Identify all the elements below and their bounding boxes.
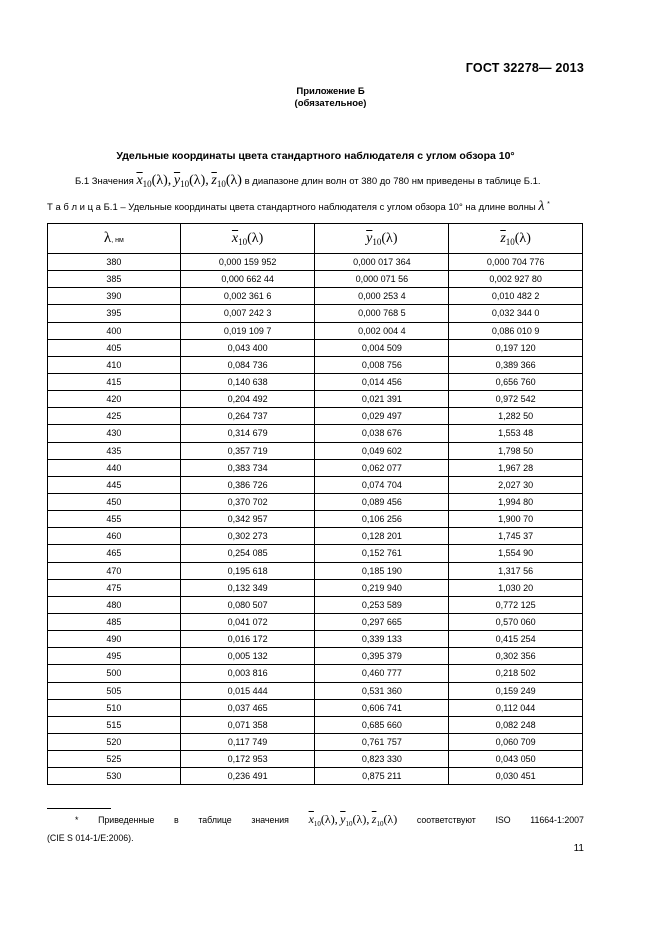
- cell-z10: 0,570 060: [449, 613, 583, 630]
- cell-x10: 0,000 662 44: [180, 271, 315, 288]
- table-row: [48, 579, 583, 596]
- table-body: [48, 254, 583, 785]
- table-row: [48, 459, 583, 476]
- cell-x10: 0,041 072: [180, 613, 315, 630]
- cell-z10: 0,002 927 80: [449, 271, 583, 288]
- table-row: [48, 716, 583, 733]
- table-row: [48, 631, 583, 648]
- table-row: [48, 699, 583, 716]
- table-row: [48, 768, 583, 785]
- cell-x10: 0,003 816: [180, 665, 315, 682]
- cell-x10: 0,302 273: [180, 528, 315, 545]
- cell-wavelength: 505: [48, 682, 181, 699]
- cell-wavelength: 470: [48, 562, 181, 579]
- cell-x10: 0,043 400: [180, 339, 315, 356]
- table-row: [48, 254, 583, 271]
- document-id: ГОСТ 32278— 2013: [465, 61, 584, 75]
- cell-x10: 0,071 358: [180, 716, 315, 733]
- cell-z10: 1,745 37: [449, 528, 583, 545]
- cell-z10: 0,218 502: [449, 665, 583, 682]
- cell-z10: 0,000 704 776: [449, 254, 583, 271]
- cell-y10: 0,152 761: [315, 545, 449, 562]
- intro-paragraph: Б.1 Значения $\overline{x}_{10}(\lambda)$, $\overline{y}_{10}(\lambda)$, $\overline{z}_{10}(\lambda)$ в диапазоне длин волн от 380 до 780 нм приведены в таблице Б.1.: [75, 173, 541, 189]
- cell-y10: 0,685 660: [315, 716, 449, 733]
- cell-x10: 0,117 749: [180, 733, 315, 750]
- cell-y10: 0,004 509: [315, 339, 449, 356]
- table-row: [48, 511, 583, 528]
- lambda-symbol: λ: [538, 199, 545, 214]
- cell-z10: 0,032 344 0: [449, 305, 583, 322]
- table-row: [48, 408, 583, 425]
- footnote: [47, 812, 584, 845]
- intro-prefix: Б.1 Значения: [75, 176, 134, 187]
- cell-z10: 0,060 709: [449, 733, 583, 750]
- table-row: [48, 613, 583, 630]
- cell-wavelength: 430: [48, 425, 181, 442]
- cell-wavelength: 400: [48, 322, 181, 339]
- cell-wavelength: 495: [48, 648, 181, 665]
- cell-x10: 0,037 465: [180, 699, 315, 716]
- cell-y10: 0,038 676: [315, 425, 449, 442]
- cell-wavelength: 500: [48, 665, 181, 682]
- cell-wavelength: 435: [48, 442, 181, 459]
- cell-x10: 0,236 491: [180, 768, 315, 785]
- cell-x10: 0,172 953: [180, 751, 315, 768]
- cell-z10: 1,317 56: [449, 562, 583, 579]
- cell-y10: 0,049 602: [315, 442, 449, 459]
- cell-wavelength: 420: [48, 391, 181, 408]
- annex-header: [0, 86, 661, 110]
- cell-z10: 1,030 20: [449, 579, 583, 596]
- cell-x10: 0,383 734: [180, 459, 315, 476]
- cell-y10: 0,219 940: [315, 579, 449, 596]
- table-row: [48, 288, 583, 305]
- cell-x10: 0,084 736: [180, 356, 315, 373]
- cell-wavelength: 530: [48, 768, 181, 785]
- cell-z10: 0,772 125: [449, 596, 583, 613]
- cell-z10: 2,027 30: [449, 476, 583, 493]
- table-row: [48, 373, 583, 390]
- cell-z10: 0,112 044: [449, 699, 583, 716]
- cell-wavelength: 450: [48, 493, 181, 510]
- cell-y10: 0,128 201: [315, 528, 449, 545]
- cell-y10: 0,106 256: [315, 511, 449, 528]
- cell-z10: 1,967 28: [449, 459, 583, 476]
- data-table: [47, 223, 583, 785]
- table-row: [48, 648, 583, 665]
- table-row: [48, 476, 583, 493]
- cell-y10: 0,000 017 364: [315, 254, 449, 271]
- cell-x10: 0,000 159 952: [180, 254, 315, 271]
- cell-z10: 1,282 50: [449, 408, 583, 425]
- table-row: [48, 665, 583, 682]
- cell-x10: 0,342 957: [180, 511, 315, 528]
- table-row: [48, 271, 583, 288]
- cell-z10: 0,010 482 2: [449, 288, 583, 305]
- footnote-marker: *: [547, 200, 550, 208]
- cell-y10: 0,253 589: [315, 596, 449, 613]
- cell-wavelength: 460: [48, 528, 181, 545]
- cell-y10: 0,000 253 4: [315, 288, 449, 305]
- cell-z10: 0,415 254: [449, 631, 583, 648]
- annex-title: Приложение Б: [296, 86, 365, 97]
- table-row: [48, 339, 583, 356]
- cell-y10: 0,606 741: [315, 699, 449, 716]
- cell-wavelength: 465: [48, 545, 181, 562]
- cell-z10: 1,553 48: [449, 425, 583, 442]
- cell-y10: 0,008 756: [315, 356, 449, 373]
- table-row: [48, 733, 583, 750]
- cell-z10: 0,030 451: [449, 768, 583, 785]
- page-number: 11: [573, 843, 584, 854]
- cell-z10: 0,086 010 9: [449, 322, 583, 339]
- cell-y10: 0,000 071 56: [315, 271, 449, 288]
- cell-y10: 0,875 211: [315, 768, 449, 785]
- cell-z10: 0,043 050: [449, 751, 583, 768]
- table-caption: Т а б л и ц а Б.1 – Удельные координаты цвета стандартного наблюдателя с углом обзора 10° на длине волны λ *: [47, 199, 550, 214]
- cell-wavelength: 490: [48, 631, 181, 648]
- cell-x10: 0,357 719: [180, 442, 315, 459]
- cell-wavelength: 515: [48, 716, 181, 733]
- cell-y10: 0,029 497: [315, 408, 449, 425]
- cell-x10: 0,007 242 3: [180, 305, 315, 322]
- table-header-row: [48, 224, 583, 254]
- table-row: [48, 682, 583, 699]
- table-row: [48, 751, 583, 768]
- header-z10: $\overline{z}_{10}(\lambda)$: [449, 224, 583, 254]
- cell-x10: 0,204 492: [180, 391, 315, 408]
- cell-z10: 0,082 248: [449, 716, 583, 733]
- table-row: [48, 493, 583, 510]
- table-row: [48, 425, 583, 442]
- cell-z10: 0,972 542: [449, 391, 583, 408]
- cell-y10: 0,089 456: [315, 493, 449, 510]
- header-wavelength: λ, нм: [48, 224, 181, 254]
- cell-x10: 0,015 444: [180, 682, 315, 699]
- section-heading: Удельные координаты цвета стандартного наблюдателя с углом обзора 10°: [116, 150, 515, 162]
- cell-x10: 0,005 132: [180, 648, 315, 665]
- cell-wavelength: 395: [48, 305, 181, 322]
- cell-wavelength: 475: [48, 579, 181, 596]
- cell-x10: 0,254 085: [180, 545, 315, 562]
- cell-x10: 0,016 172: [180, 631, 315, 648]
- cell-x10: 0,019 109 7: [180, 322, 315, 339]
- cell-x10: 0,132 349: [180, 579, 315, 596]
- cell-wavelength: 525: [48, 751, 181, 768]
- table-row: [48, 562, 583, 579]
- cell-x10: 0,195 618: [180, 562, 315, 579]
- annex-status: (обязательное): [294, 98, 367, 109]
- table-row: [48, 322, 583, 339]
- header-x10: $\overline{x}_{10}(\lambda)$: [180, 224, 315, 254]
- cell-y10: 0,185 190: [315, 562, 449, 579]
- cell-y10: 0,002 004 4: [315, 322, 449, 339]
- cell-z10: 1,798 50: [449, 442, 583, 459]
- cell-y10: 0,823 330: [315, 751, 449, 768]
- table-row: [48, 528, 583, 545]
- cell-x10: 0,264 737: [180, 408, 315, 425]
- cell-wavelength: 445: [48, 476, 181, 493]
- cell-x10: 0,314 679: [180, 425, 315, 442]
- cell-wavelength: 425: [48, 408, 181, 425]
- cell-x10: 0,386 726: [180, 476, 315, 493]
- cell-y10: 0,339 133: [315, 631, 449, 648]
- y10-symbol: $\overline{y}_{10}$: [173, 173, 190, 189]
- cell-y10: 0,297 665: [315, 613, 449, 630]
- cell-wavelength: 440: [48, 459, 181, 476]
- table-row: [48, 305, 583, 322]
- cell-z10: 0,389 366: [449, 356, 583, 373]
- cell-y10: 0,000 768 5: [315, 305, 449, 322]
- cell-wavelength: 380: [48, 254, 181, 271]
- cell-x10: 0,370 702: [180, 493, 315, 510]
- cell-wavelength: 405: [48, 339, 181, 356]
- cell-x10: 0,080 507: [180, 596, 315, 613]
- cell-y10: 0,062 077: [315, 459, 449, 476]
- table-row: [48, 442, 583, 459]
- cell-y10: 0,531 360: [315, 682, 449, 699]
- cell-z10: 0,197 120: [449, 339, 583, 356]
- x10-symbol: $\overline{x}_{10}$: [136, 173, 152, 189]
- cell-z10: 1,994 80: [449, 493, 583, 510]
- cell-wavelength: 485: [48, 613, 181, 630]
- cell-wavelength: 510: [48, 699, 181, 716]
- header-y10: $\overline{y}_{10}(\lambda)$: [315, 224, 449, 254]
- intro-suffix: в диапазоне длин волн от 380 до 780 нм приведены в таблице Б.1.: [244, 176, 541, 187]
- footnote-line-2: (CIE S 014-1/E:2006).: [47, 833, 134, 843]
- cell-wavelength: 410: [48, 356, 181, 373]
- cell-z10: 0,159 249: [449, 682, 583, 699]
- cell-x10: 0,002 361 6: [180, 288, 315, 305]
- cell-x10: 0,140 638: [180, 373, 315, 390]
- table-row: [48, 596, 583, 613]
- cell-z10: 1,900 70: [449, 511, 583, 528]
- cell-wavelength: 415: [48, 373, 181, 390]
- cell-y10: 0,761 757: [315, 733, 449, 750]
- cell-wavelength: 390: [48, 288, 181, 305]
- table-row: [48, 356, 583, 373]
- cell-y10: 0,460 777: [315, 665, 449, 682]
- footnote-line-1: * Приведенные в таблице значения $\overline{x}_{10}(\lambda)$, $\overline{y}_{10}(\lambda)$, $\overline{z}_{10}(\lambda)$ соответствуют ISO 11664-1:2007: [47, 812, 584, 831]
- cell-wavelength: 455: [48, 511, 181, 528]
- cell-wavelength: 520: [48, 733, 181, 750]
- footnote-divider: [47, 808, 111, 809]
- cell-y10: 0,021 391: [315, 391, 449, 408]
- cell-y10: 0,014 456: [315, 373, 449, 390]
- cell-z10: 0,302 356: [449, 648, 583, 665]
- cell-z10: 1,554 90: [449, 545, 583, 562]
- table-row: [48, 545, 583, 562]
- cell-y10: 0,395 379: [315, 648, 449, 665]
- cell-z10: 0,656 760: [449, 373, 583, 390]
- footnote-symbols: $\overline{x}_{10}(\lambda)$, $\overline{y}_{10}(\lambda)$, $\overline{z}_{10}(\lambda)$: [308, 812, 398, 828]
- cell-wavelength: 385: [48, 271, 181, 288]
- cell-wavelength: 480: [48, 596, 181, 613]
- z10-symbol: $\overline{z}_{10}$: [211, 173, 226, 189]
- cell-y10: 0,074 704: [315, 476, 449, 493]
- table-row: [48, 391, 583, 408]
